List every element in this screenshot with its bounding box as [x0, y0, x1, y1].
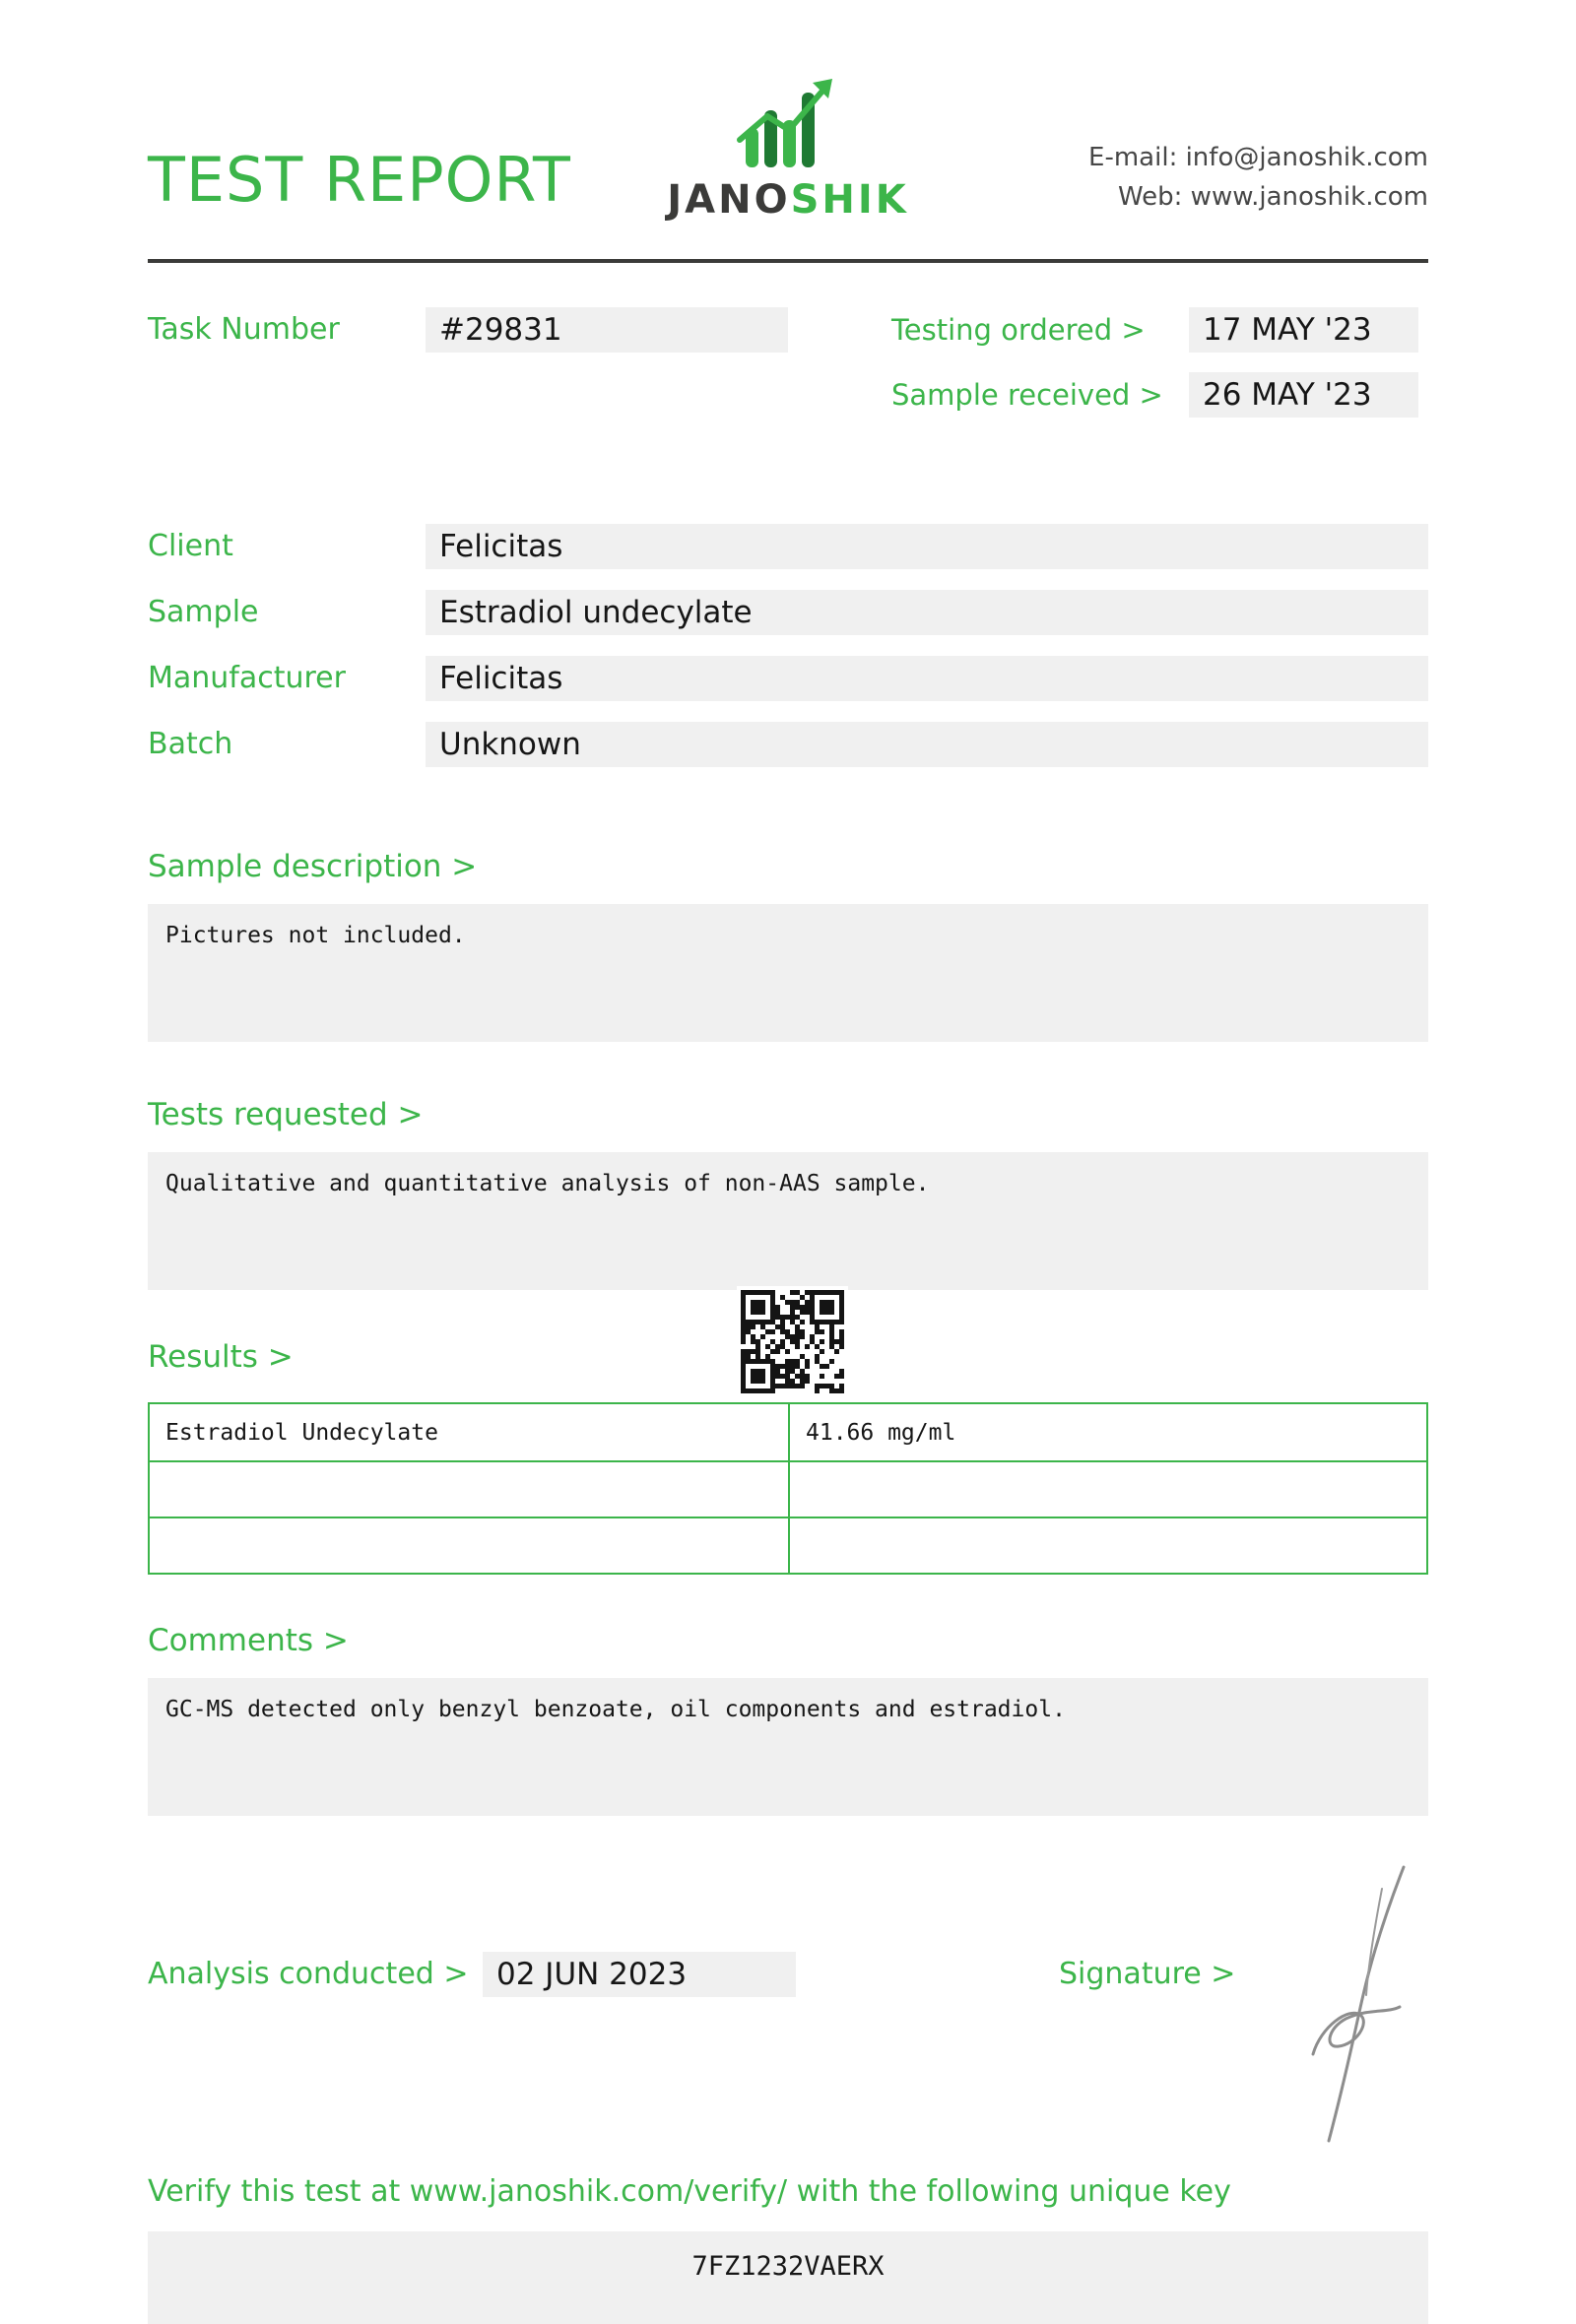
tests-requested-body: Qualitative and quantitative analysis of non-AAS sample. [148, 1152, 1428, 1290]
contact-web: Web: www.janoshik.com [1117, 182, 1428, 212]
verify-instruction: Verify this test at www.janoshik.com/verify/ with the following unique key [148, 2174, 1231, 2209]
result-name-cell [150, 1518, 790, 1573]
result-name-cell [150, 1462, 790, 1517]
testing-ordered-value: 17 MAY '23 [1189, 307, 1418, 353]
results-table [148, 1402, 1428, 1575]
verify-key: 7FZ1232VAERX [691, 2251, 885, 2282]
header-divider [148, 259, 1428, 263]
task-number-label: Task Number [148, 312, 340, 347]
signature-image [1266, 1859, 1428, 2154]
result-value-cell [790, 1462, 1426, 1517]
batch-label: Batch [148, 727, 233, 761]
tests-requested-heading: Tests requested > [148, 1097, 424, 1132]
contact-block [936, 138, 1428, 217]
manufacturer-value: Felicitas [426, 656, 1428, 701]
sample-label: Sample [148, 595, 259, 629]
sample-received-label: Sample received > [891, 378, 1163, 412]
comments-heading: Comments > [148, 1623, 349, 1658]
result-name-cell: Estradiol Undecylate [150, 1404, 790, 1460]
result-row [150, 1404, 1426, 1460]
brand-logo-left: JANO [667, 177, 791, 223]
batch-value: Unknown [426, 722, 1428, 767]
client-label: Client [148, 529, 233, 563]
brand-logo [591, 177, 985, 223]
client-value: Felicitas [426, 524, 1428, 569]
task-number-value: #29831 [426, 307, 788, 353]
bar-chart-logo-icon [734, 77, 842, 174]
testing-ordered-label: Testing ordered > [891, 313, 1146, 347]
result-row [150, 1460, 1426, 1517]
result-row [150, 1517, 1426, 1573]
manufacturer-label: Manufacturer [148, 661, 346, 695]
signature-label: Signature > [1059, 1957, 1236, 1991]
sample-received-value: 26 MAY '23 [1189, 372, 1418, 418]
sample-value: Estradiol undecylate [426, 590, 1428, 635]
page-title: TEST REPORT [148, 144, 571, 216]
results-heading: Results > [148, 1339, 294, 1375]
analysis-date-value: 02 JUN 2023 [483, 1952, 796, 1997]
qr-code [737, 1286, 848, 1397]
brand-logo-right: SHIK [790, 177, 909, 223]
analysis-conducted-label: Analysis conducted > [148, 1957, 469, 1991]
comments-body: GC-MS detected only benzyl benzoate, oil components and estradiol. [148, 1678, 1428, 1816]
sample-description-heading: Sample description > [148, 849, 478, 884]
result-value-cell: 41.66 mg/ml [806, 1419, 956, 1446]
contact-email: E-mail: info@janoshik.com [1088, 143, 1428, 172]
result-value-cell [790, 1518, 1426, 1573]
sample-description-body: Pictures not included. [148, 904, 1428, 1042]
verify-key-box [148, 2231, 1428, 2324]
